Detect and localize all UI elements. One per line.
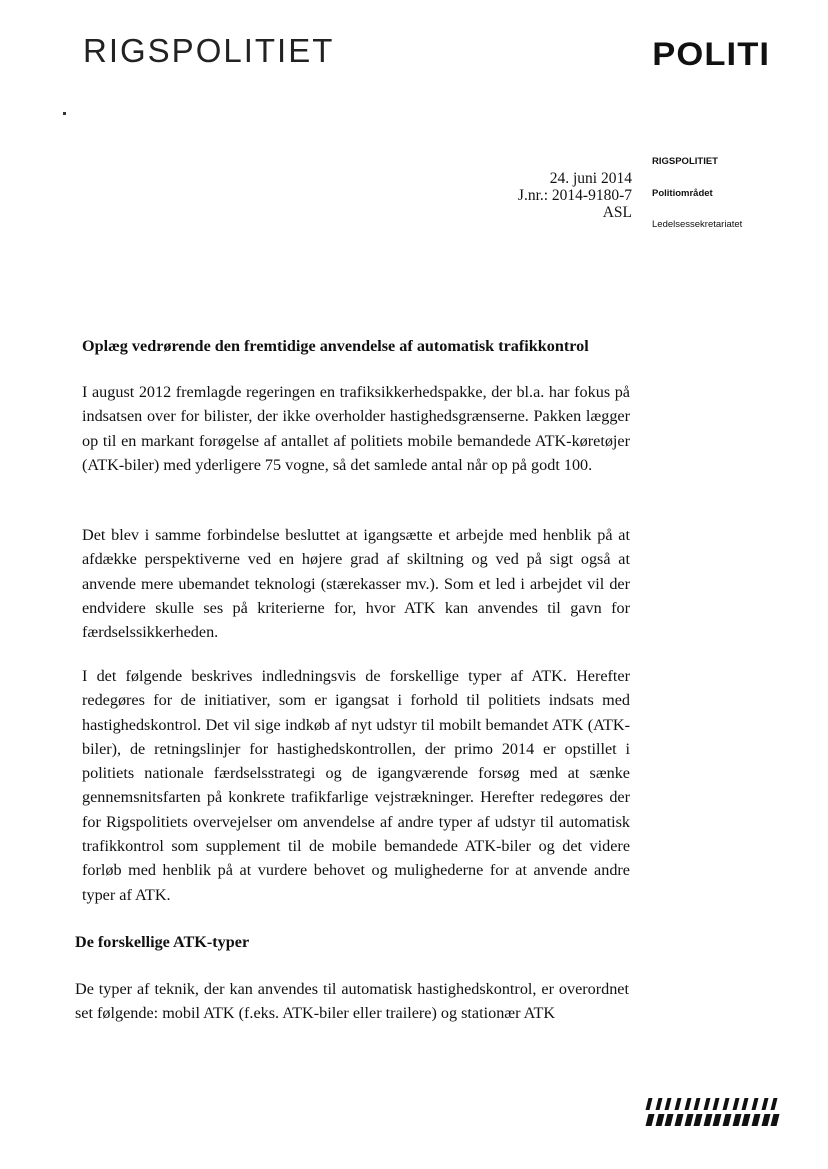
document-date: 24. juni 2014 <box>549 170 632 187</box>
organization-area: Politiområdet <box>652 188 713 199</box>
stripe-row-bottom <box>647 1114 782 1126</box>
paragraph-4: De typer af teknik, der kan anvendes til automatisk hastighedskontrol, er overordnet set følgende: mobil ATK (f.eks. ATK-biler eller trailere) og stationær ATK <box>75 980 629 1023</box>
journal-number: J.nr.: 2014-9180-7 <box>517 187 632 204</box>
paragraph-2: Det blev i samme forbindelse besluttet at igangsætte et arbejde med henblik på at afdække perspektiverne ved en højere grad af skiltning og ved på sigt også at anvende mere ubemandet teknologi (stærekasser mv.). Som et led i arbejdet vil der endvidere skulle ses på kriterierne for, hvor ATK kan anvendes til gavn for færdselssikkerheden. <box>82 526 630 642</box>
header-title: RIGSPOLITIET <box>83 32 335 69</box>
section-heading: De forskellige ATK-typer <box>75 933 250 951</box>
margin-mark <box>63 112 66 115</box>
paragraph-3: I det følgende beskrives indledningsvis de forskellige typer af ATK. Herefter redegøres for de initiativer, som er igangsat i forhold til politiets indsats med hastighedskontrol. Det vil sige indkøb af nyt udstyr til mobilt bemandet ATK (ATK-biler), de retningslinjer for hastighedskontrollen, der primo 2014 er opstillet i politiets nationale færdselsstrategi og de igangværende forsøg med at sænke gennemsnitsfarten på konkrete trafikfarlige vejstrækninger. Herefter redegøres der for Rigspolitiets overvejelser om anvendelse af andre typer af udstyr til automatisk trafikkontrol som supplement til de mobile bemandede ATK-biler og det videre forløb med henblik på at vurdere behovet og mulighederne for at anvende andre typer af ATK. <box>82 667 630 904</box>
author-initials: ASL <box>602 204 632 221</box>
stripe-row-top <box>647 1098 782 1110</box>
organization-unit: Ledelsessekretariatet <box>652 219 743 230</box>
paragraph-1: I august 2012 fremlagde regeringen en trafiksikkerhedspakke, der bl.a. har fokus på indsatsen over for bilister, der ikke overholder hastighedsgrænserne. Pakken lægger op til en markant forøgelse af antallet af politiets mobile bemandede ATK-køretøjer (ATK-biler) med yderligere 75 vogne, så det samlede antal når op på godt 100. <box>82 383 630 474</box>
document-title: Oplæg vedrørende den fremtidige anvendelse af automatisk trafikkontrol <box>82 337 589 355</box>
police-stripes-icon <box>647 1098 782 1130</box>
document-meta <box>432 170 632 221</box>
politi-logo: POLITI <box>652 36 770 72</box>
organization-name: RIGSPOLITIET <box>652 156 718 167</box>
